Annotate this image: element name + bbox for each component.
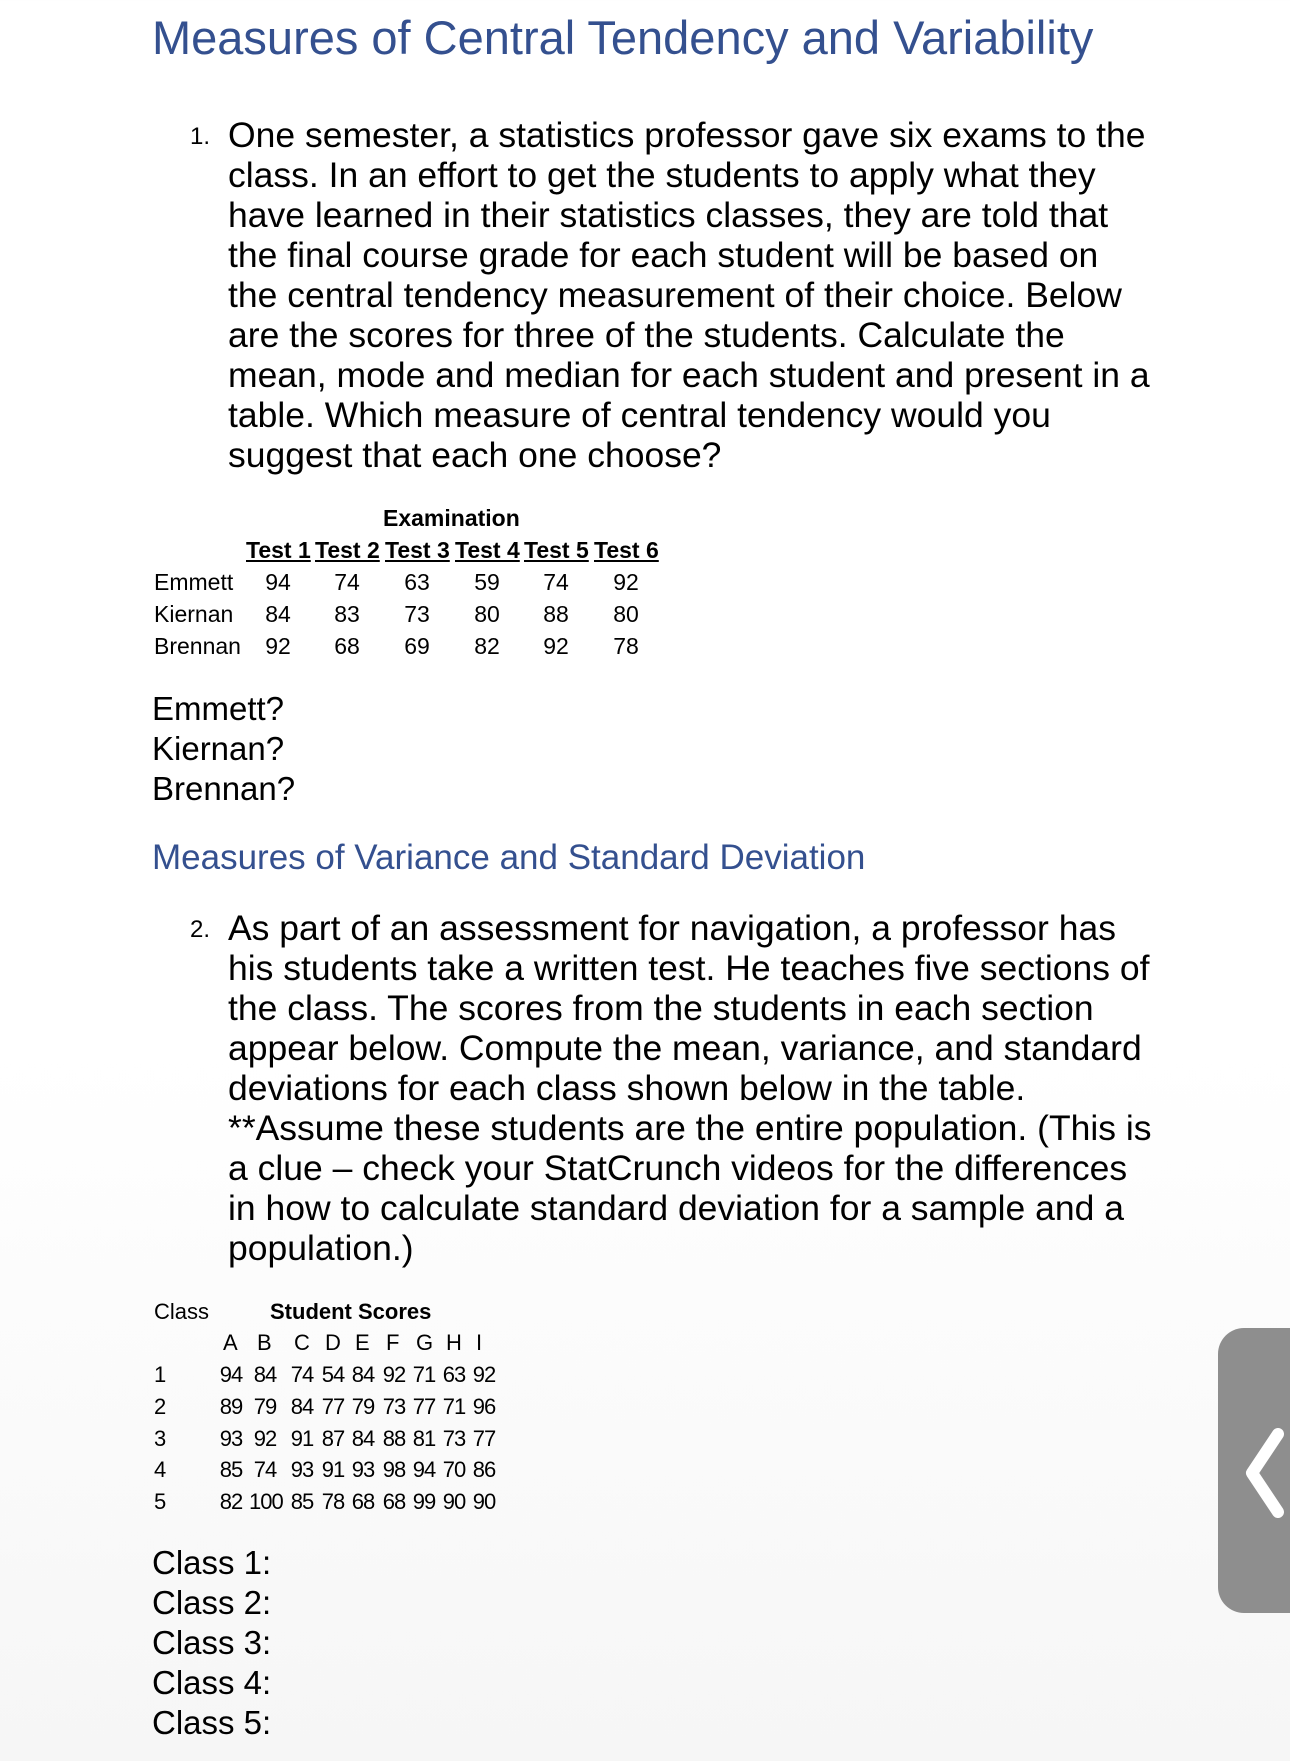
student-score: 79 [351, 1394, 375, 1419]
student-score: 94 [412, 1457, 436, 1482]
chevron-left-icon [1240, 1428, 1288, 1518]
question-1-line: class. In an effort to get the students to apply what they [228, 155, 1096, 195]
exam-score: 94 [265, 569, 291, 595]
student-score: 90 [442, 1489, 466, 1514]
student-score: 93 [351, 1457, 375, 1482]
student-score: 74 [290, 1362, 314, 1387]
question-2-line: **Assume these students are the entire population. (This is [228, 1108, 1152, 1148]
question-1-line: the final course grade for each student will be based on [228, 235, 1099, 275]
student-score: 100 [249, 1489, 283, 1514]
question-1-line: have learned in their statistics classes, they are told that [228, 195, 1109, 235]
question-1-line: suggest that each one choose? [228, 435, 722, 475]
answer-prompt: Brennan? [152, 770, 296, 807]
student-score: 96 [472, 1394, 496, 1419]
student-score: 77 [321, 1394, 345, 1419]
exam-score: 92 [543, 633, 569, 659]
exam-score: 83 [334, 601, 360, 627]
exam-row-name: Brennan [154, 633, 241, 659]
exam-score: 80 [613, 601, 639, 627]
exam-column-header: Test 5 [524, 537, 589, 563]
exam-score: 78 [613, 633, 639, 659]
student-score: 92 [382, 1362, 406, 1387]
student-score: 94 [219, 1362, 243, 1387]
exam-column-header: Test 6 [594, 537, 659, 563]
student-score: 85 [290, 1489, 314, 1514]
student-score: 68 [382, 1489, 406, 1514]
answer-prompt: Class 4: [152, 1664, 272, 1701]
student-score: 73 [382, 1394, 406, 1419]
exam-score: 80 [474, 601, 500, 627]
student-column-header: E [355, 1330, 370, 1355]
answer-prompt: Kiernan? [152, 730, 285, 767]
student-score: 68 [351, 1489, 375, 1514]
question-1 [190, 115, 1190, 475]
class-number: 2 [154, 1394, 167, 1419]
exam-score: 92 [613, 569, 639, 595]
answer-prompt: Class 1: [152, 1544, 272, 1581]
student-score: 87 [321, 1426, 345, 1451]
question-2-line: a clue – check your StatCrunch videos for the differences [228, 1148, 1128, 1188]
exam-score: 84 [265, 601, 291, 627]
section-subtitle: Measures of Variance and Standard Deviation [152, 838, 866, 877]
question-2-line: deviations for each class shown below in the table. [228, 1068, 1026, 1108]
student-score: 92 [472, 1362, 496, 1387]
exam-column-header: Test 3 [385, 537, 450, 563]
student-column-header: G [416, 1330, 434, 1355]
exam-score: 63 [404, 569, 430, 595]
question-1-line: mean, mode and median for each student and present in a [228, 355, 1150, 395]
student-score: 84 [351, 1362, 375, 1387]
exam-score: 68 [334, 633, 360, 659]
question-1-line: are the scores for three of the students. Calculate the [228, 315, 1065, 355]
student-score: 78 [321, 1489, 345, 1514]
student-score: 63 [442, 1362, 466, 1387]
exam-score: 74 [543, 569, 569, 595]
exam-score: 88 [543, 601, 569, 627]
student-score: 88 [382, 1426, 406, 1451]
student-column-header: C [294, 1330, 310, 1355]
student-score: 93 [290, 1457, 314, 1482]
question-2 [190, 908, 1190, 1268]
exam-column-header: Test 4 [455, 537, 520, 563]
answer-prompt: Class 5: [152, 1704, 272, 1741]
question-1-line: One semester, a statistics professor gave six exams to the [228, 115, 1146, 155]
student-score: 73 [442, 1426, 466, 1451]
student-score: 86 [472, 1457, 496, 1482]
exam-score: 74 [334, 569, 360, 595]
student-score: 99 [412, 1489, 436, 1514]
question-2-number: 2. [190, 916, 211, 943]
student-score: 84 [351, 1426, 375, 1451]
student-column-header: A [223, 1330, 238, 1355]
exam-column-header: Test 1 [246, 537, 311, 563]
student-score: 90 [472, 1489, 496, 1514]
question-1-answers [152, 689, 295, 809]
exam-row-name: Kiernan [154, 601, 234, 627]
student-score: 89 [219, 1394, 243, 1419]
page-title: Measures of Central Tendency and Variability [152, 11, 1094, 64]
student-score: 77 [412, 1394, 436, 1419]
exam-row-name: Emmett [154, 569, 234, 595]
student-score: 79 [253, 1394, 277, 1419]
student-score: 71 [412, 1362, 436, 1387]
class-column-header: Class [154, 1299, 210, 1324]
student-score: 71 [442, 1394, 466, 1419]
question-2-answers [152, 1543, 271, 1743]
answer-prompt: Class 2: [152, 1584, 272, 1621]
examination-table-title: Examination [383, 505, 520, 531]
student-score: 92 [253, 1426, 277, 1451]
exam-score: 82 [474, 633, 500, 659]
student-score: 85 [219, 1457, 243, 1482]
student-score: 91 [321, 1457, 345, 1482]
exam-score: 59 [474, 569, 500, 595]
student-column-header: D [325, 1330, 341, 1355]
question-1-line: table. Which measure of central tendency would you [228, 395, 1051, 435]
question-2-line: in how to calculate standard deviation for a sample and a [228, 1188, 1124, 1228]
class-number: 1 [154, 1362, 167, 1387]
student-score: 84 [290, 1394, 314, 1419]
student-score: 84 [253, 1362, 277, 1387]
student-column-header: F [386, 1330, 400, 1355]
student-column-header: B [257, 1330, 272, 1355]
student-score: 70 [442, 1457, 466, 1482]
question-2-line: As part of an assessment for navigation, a professor has [228, 908, 1116, 948]
student-score: 81 [412, 1426, 436, 1451]
student-score: 77 [472, 1426, 496, 1451]
exam-score: 92 [265, 633, 291, 659]
question-2-line: the class. The scores from the students in each section [228, 988, 1094, 1028]
student-score: 98 [382, 1457, 406, 1482]
student-score: 54 [321, 1362, 345, 1387]
class-number: 3 [154, 1426, 167, 1451]
side-panel-tab[interactable] [1218, 1328, 1290, 1613]
student-scores-title: Student Scores [270, 1299, 432, 1324]
exam-score: 73 [404, 601, 430, 627]
class-number: 4 [154, 1457, 167, 1482]
exam-column-header: Test 2 [315, 537, 380, 563]
question-2-line: population.) [228, 1228, 414, 1268]
student-score: 74 [253, 1457, 277, 1482]
question-1-number: 1. [190, 123, 211, 150]
question-1-line: the central tendency measurement of their choice. Below [228, 275, 1122, 315]
student-score: 93 [219, 1426, 243, 1451]
question-2-line: his students take a written test. He teaches five sections of [228, 948, 1150, 988]
exam-score: 69 [404, 633, 430, 659]
answer-prompt: Class 3: [152, 1624, 272, 1661]
student-score: 82 [219, 1489, 243, 1514]
question-2-line: appear below. Compute the mean, variance, and standard [228, 1028, 1142, 1068]
student-column-header: H [446, 1330, 462, 1355]
student-score: 91 [290, 1426, 314, 1451]
class-number: 5 [154, 1489, 167, 1514]
student-column-header: I [476, 1330, 483, 1355]
answer-prompt: Emmett? [152, 690, 285, 727]
